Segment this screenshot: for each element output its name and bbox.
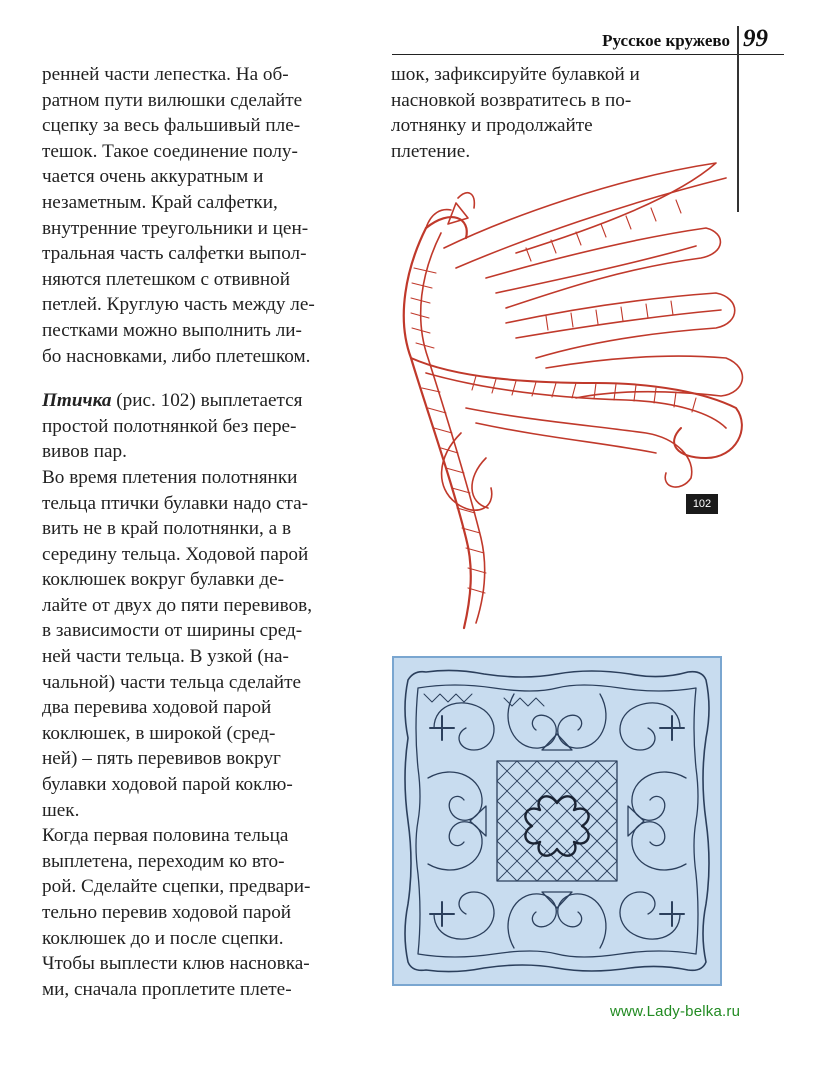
text-line: в зависимости от ширины сред- xyxy=(42,620,303,642)
text-line: коклюшек вокруг булавки де- xyxy=(42,569,285,591)
lace-doily-illustration xyxy=(392,656,722,986)
text-line: ней части тельца. В узкой (на- xyxy=(42,646,289,668)
footer-website-link[interactable]: www.Lady-belka.ru xyxy=(610,1003,741,1020)
figure-label: 102 xyxy=(686,494,718,514)
text-line: вить не в край полотнянки, а в xyxy=(42,518,292,540)
text-line: лайте от двух до пяти перевивов, xyxy=(42,594,313,616)
text-line: внутренние треугольники и цен- xyxy=(42,217,309,239)
running-title: Русское кружево xyxy=(602,31,730,50)
text-line: ренней части лепестка. На об- xyxy=(42,64,289,85)
text-line: пестками можно выполнить ли- xyxy=(42,319,302,341)
text-line: середину тельца. Ходовой парой xyxy=(42,543,309,565)
text-line: чается очень аккуратным и xyxy=(42,166,264,188)
text-line: лотнянку и продолжайте xyxy=(391,115,593,137)
text-line: Когда первая половина тельца xyxy=(42,825,289,847)
text-line: тельца птички булавки надо ста- xyxy=(42,492,309,514)
text-line: тешок. Такое соединение полу- xyxy=(42,140,298,162)
bird-heading-rest: (рис. 102) выплетается xyxy=(111,390,303,412)
paragraph-continuation xyxy=(391,62,731,164)
text-line: чальной) части тельца сделайте xyxy=(42,671,301,693)
text-line: тельно перевив ходовой парой xyxy=(42,902,292,923)
text-line: ми, сначала проплетите плете- xyxy=(42,978,292,1000)
text-line: шок, зафиксируйте булавкой и xyxy=(391,64,640,85)
text-line: Чтобы выплести клюв насновка- xyxy=(42,953,310,975)
page-number: 99 xyxy=(743,25,768,52)
text-line: выплетена, переходим ко вто- xyxy=(42,850,285,872)
text-line: незаметным. Край салфетки, xyxy=(42,191,278,213)
bird-heading-line xyxy=(42,388,372,414)
paragraph-bird xyxy=(42,388,372,1002)
text-line: бо насновками, либо плетешком. xyxy=(42,345,311,367)
text-line: рой. Сделайте сцепки, предвари- xyxy=(42,876,311,898)
text-line: ней) – пять перевивов вокруг xyxy=(42,748,281,770)
text-line: сцепку за весь фальшивый пле- xyxy=(42,115,301,137)
text-line: тральная часть салфетки выпол- xyxy=(42,243,307,265)
text-line: простой полотнянкой без пере- xyxy=(42,415,297,437)
text-line: шек. xyxy=(42,799,80,821)
text-line: няются плетешком с отвивной xyxy=(42,268,291,290)
text-line: два перевива ходовой парой xyxy=(42,697,272,719)
right-column xyxy=(391,62,731,164)
text-line: насновкой возвратитесь в по- xyxy=(391,89,632,111)
left-column xyxy=(42,62,372,1002)
bird-title: Птичка xyxy=(42,390,112,412)
text-line: коклюшек, в широкой (сред- xyxy=(42,722,276,744)
text-line: петлей. Круглую часть между ле- xyxy=(42,294,315,316)
bird-lace-illustration xyxy=(396,158,756,633)
paragraph-petal xyxy=(42,62,372,369)
doily-pattern xyxy=(394,658,720,984)
text-line: коклюшек до и после сцепки. xyxy=(42,927,284,949)
text-line: булавки ходовой парой коклю- xyxy=(42,774,293,796)
text-line: Во время плетения полотнянки xyxy=(42,466,298,488)
text-line: ратном пути вилюшки сделайте xyxy=(42,89,303,111)
paragraph-gap xyxy=(42,369,372,388)
header-rule xyxy=(392,25,784,55)
text-line: плетение. xyxy=(391,140,471,162)
text-line: вивов пар. xyxy=(42,441,127,463)
